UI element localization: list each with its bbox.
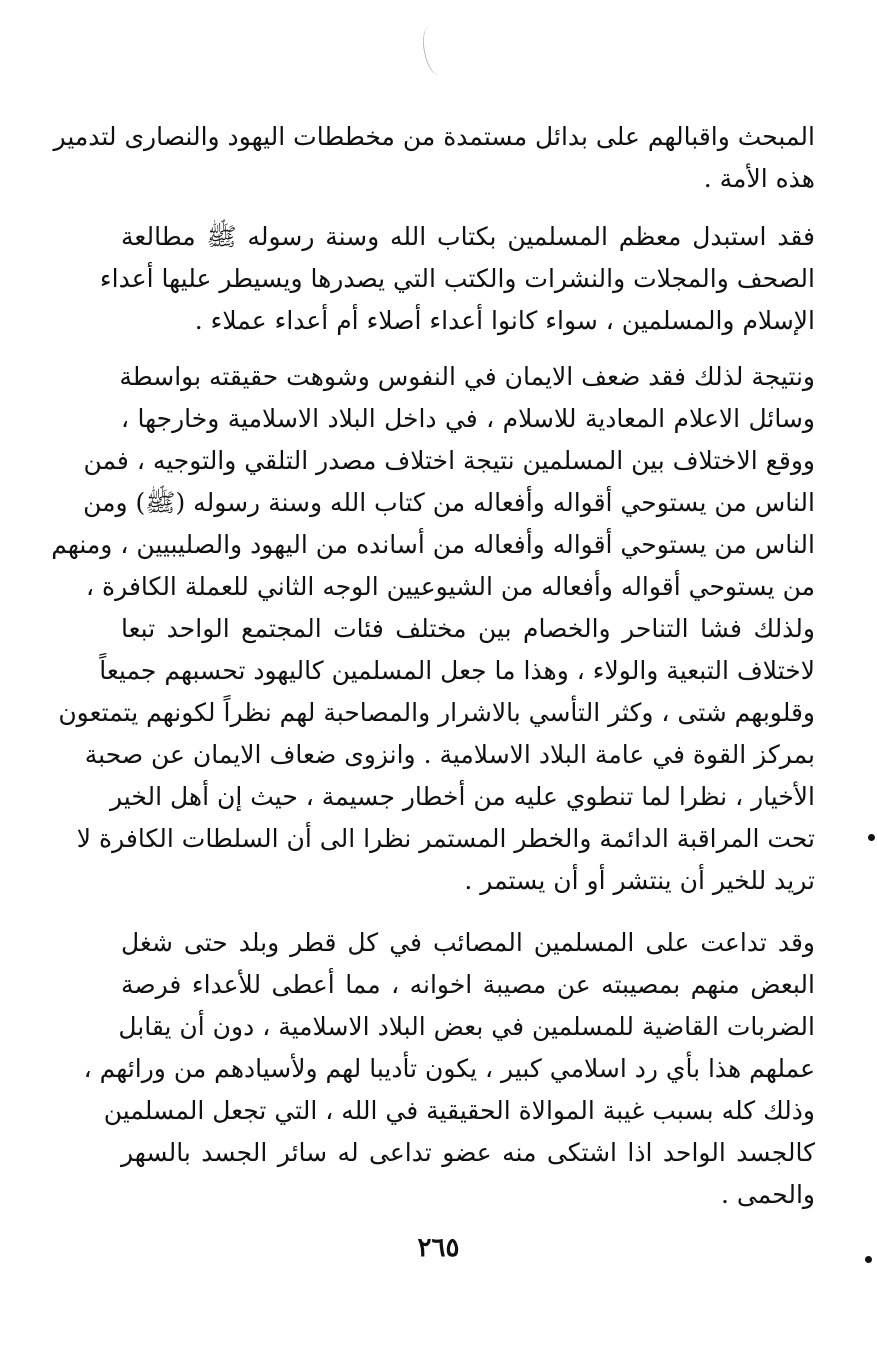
text-line: وقد تداعت على المسلمين المصائب في كل قطر وبلد حتى شغل (121, 928, 815, 957)
text-line: الإسلام والمسلمين ، سواء كانوا أعداء أصلاء أم أعداء عملاء . (194, 306, 815, 335)
scan-dot (868, 834, 875, 841)
text-line: الأخيار ، نظرا لما تنطوي عليه من أخطار جسيمة ، حيث إن أهل الخير (110, 782, 815, 811)
text-line: الناس من يستوحي أقواله وأفعاله من كتاب الله وسنة رسوله (ﷺ) ومن (83, 488, 815, 517)
text-line: من يستوحي أقواله وأفعاله من الشيوعيين الوجه الثاني للعملة الكافرة ، (86, 572, 815, 601)
text-line: لاختلاف التبعية والولاء ، وهذا ما جعل المسلمين كاليهود تحسبهم جميعاً (99, 656, 815, 685)
text-line: الضربات القاضية للمسلمين في بعض البلاد الاسلامية ، دون أن يقابل (118, 1012, 815, 1041)
paragraph-4 (83, 922, 815, 1216)
text-line: كالجسد الواحد اذا اشتكى منه عضو تداعى له سائر الجسد بالسهر (121, 1138, 815, 1167)
paragraph-2 (99, 216, 815, 342)
text-line: الصحف والمجلات والنشرات والكتب التي يصدرها ويسيطر عليها أعداء (99, 264, 815, 293)
text-line: وقلوبهم شتى ، وكثر التأسي بالاشرار والمصاحبة لهم نظراً لكونهم يتمتعون (58, 698, 815, 727)
text-line: وسائل الاعلام المعادية للاسلام ، في داخل البلاد الاسلامية وخارجها ، (121, 404, 815, 433)
text-line: هذه الأمة . (703, 164, 815, 193)
text-line: بمركز القوة في عامة البلاد الاسلامية . وانزوى ضعاف الايمان عن صحبة (84, 740, 815, 769)
text-line: البعض منهم بمصيبته عن مصيبة اخوانه ، مما أعطى للأعداء فرصة (121, 970, 815, 999)
text-line: الناس من يستوحي أقواله وأفعاله من أسانده من اليهود والصليبيين ، ومنهم (51, 530, 815, 559)
text-line: عملهم هذا بأي رد اسلامي كبير ، يكون تأديبا لهم ولأسيادهم من ورائهم ، (83, 1054, 815, 1083)
text-line: والحمى . (721, 1180, 815, 1209)
page-number: ٢٦٥ (417, 1233, 460, 1263)
text-line: فقد استبدل معظم المسلمين بكتاب الله وسنة رسوله ﷺ مطالعة (121, 222, 815, 251)
scan-mark (419, 24, 450, 77)
text-line: وذلك كله بسبب غيبة الموالاة الحقيقية في الله ، التي تجعل المسلمين (103, 1096, 815, 1125)
text-line: ولذلك فشا التناحر والخصام بين مختلف فئات المجتمع الواحد تبعا (121, 614, 815, 643)
text-line: ونتيجة لذلك فقد ضعف الايمان في النفوس وشوهت حقيقته بواسطة (119, 362, 815, 391)
text-line: تريد للخير أن ينتشر أو أن يستمر . (464, 866, 815, 895)
text-line: ووقع الاختلاف بين المسلمين نتيجة اختلاف مصدر التلقي والتوجيه ، فمن (83, 446, 815, 475)
text-line: المبحث واقبالهم على بدائل مستمدة من مخططات اليهود والنصارى لتدمير (53, 122, 815, 151)
paragraph-1 (53, 116, 815, 200)
text-line: تحت المراقبة الدائمة والخطر المستمر نظرا الى أن السلطات الكافرة لا (76, 824, 815, 853)
paragraph-3 (51, 356, 815, 902)
